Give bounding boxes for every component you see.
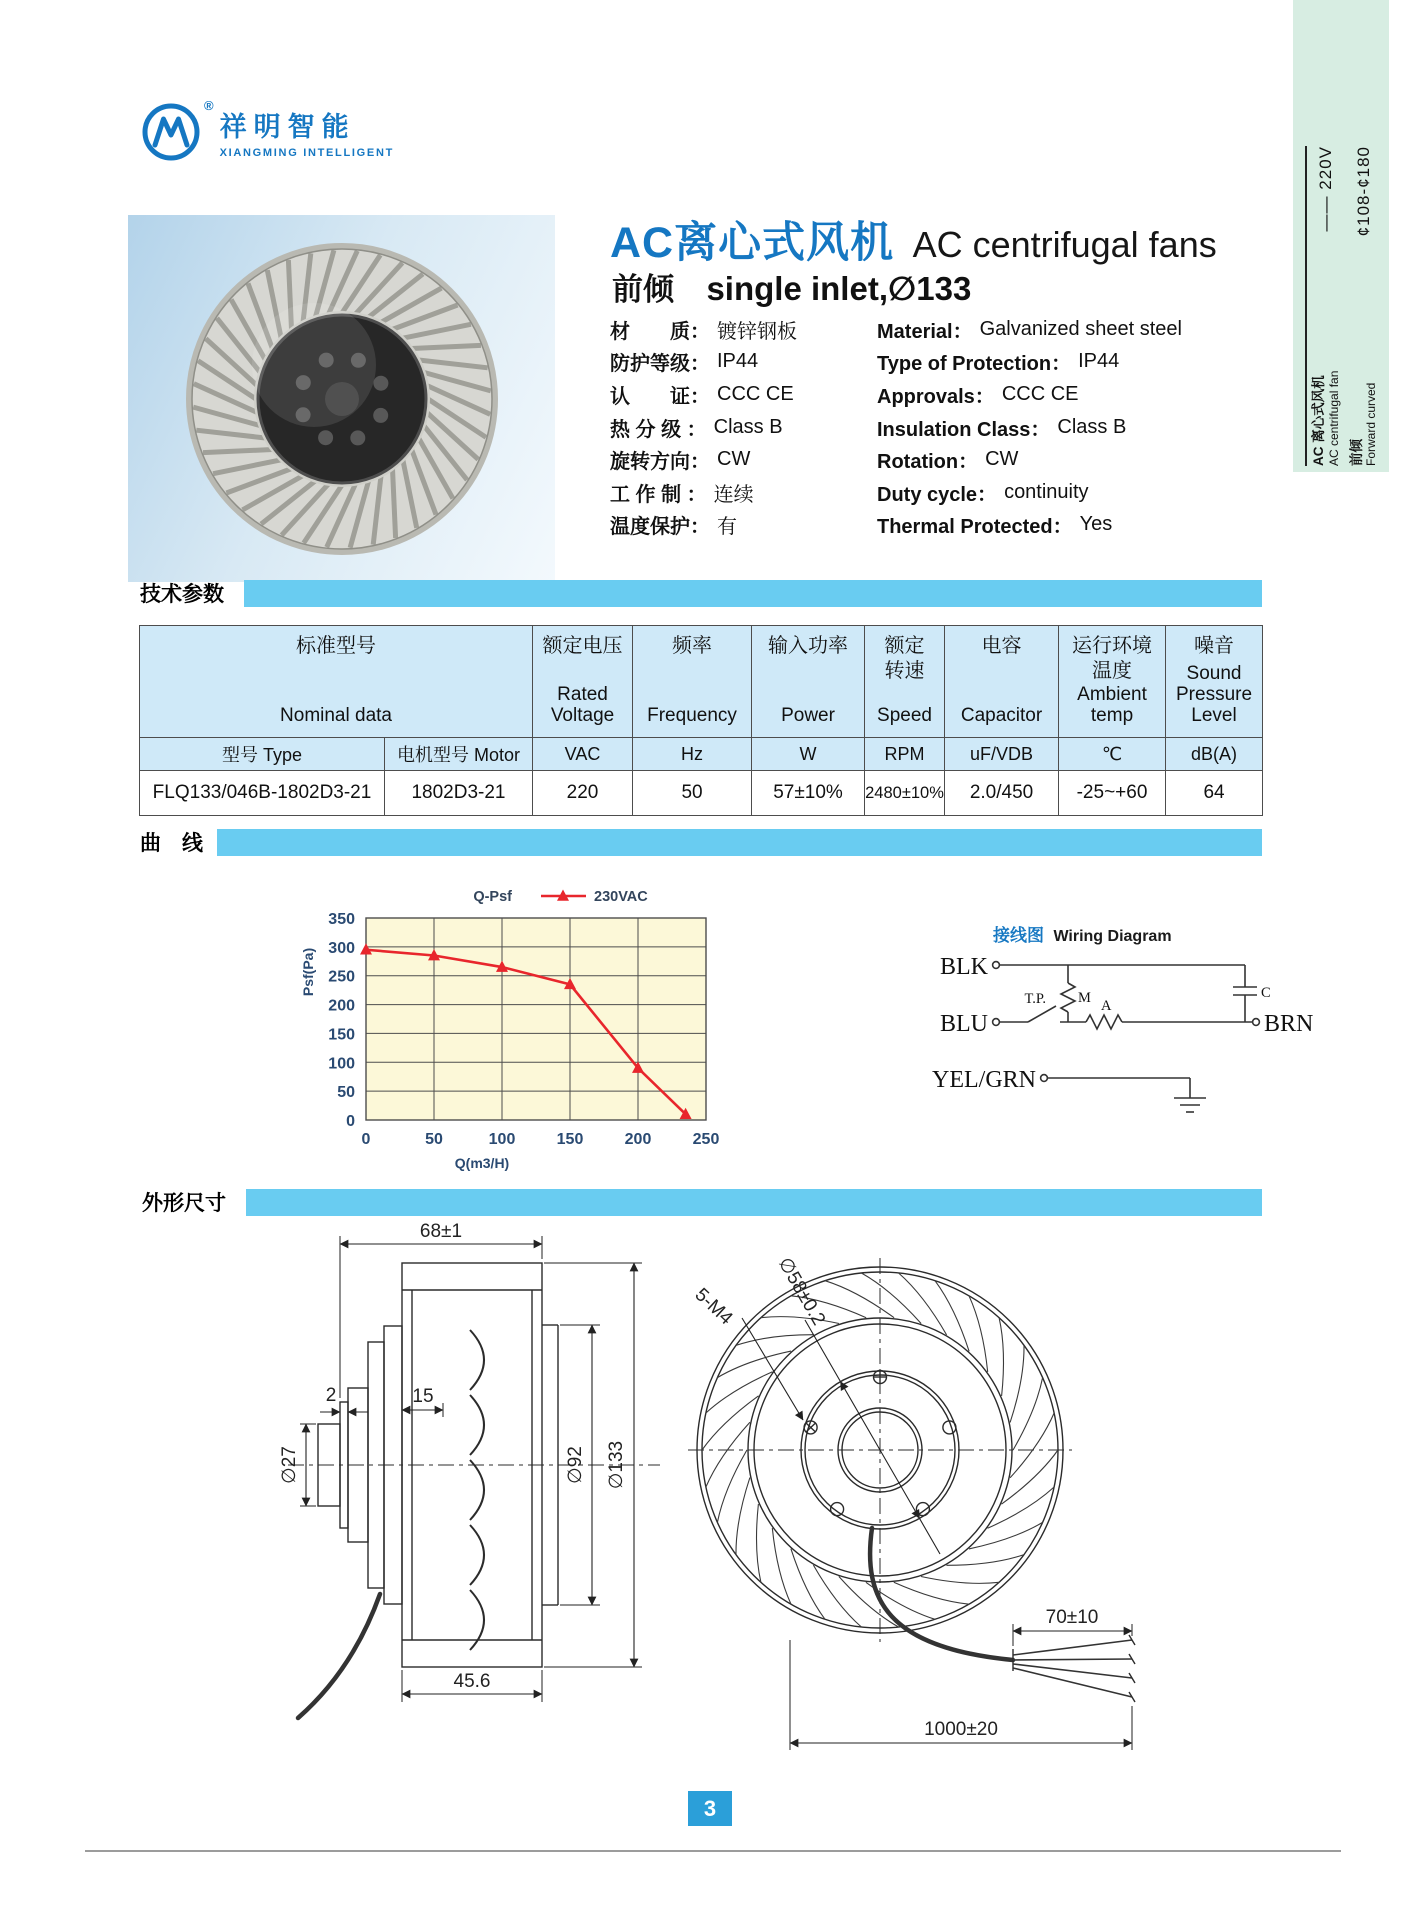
section-bar [217, 829, 1262, 856]
svg-text:Q-Psf: Q-Psf [473, 889, 512, 905]
page-title [610, 209, 1217, 270]
svg-text:Psf(Pa): Psf(Pa) [300, 947, 316, 997]
column-unit: uF/VDB [945, 738, 1059, 771]
header-cn: 额定转速 [884, 635, 925, 682]
table-header-cell [1059, 626, 1166, 738]
spec-value: IP44 [717, 350, 759, 373]
column-unit: dB(A) [1166, 738, 1263, 771]
dim-impeller-depth: 45.6 [453, 1671, 491, 1692]
header-en: Nominal data [280, 705, 392, 727]
aux-winding-label: A [1101, 998, 1112, 1014]
spec-label: 温度保护： [610, 516, 710, 539]
dim-depth-total: 68±1 [419, 1222, 463, 1242]
column-unit: RPM [865, 738, 945, 771]
header-en: Rated Voltage [550, 684, 615, 727]
spec-value: Yes [1079, 513, 1113, 536]
header-en: Speed [877, 705, 932, 727]
series-name-cn: AC 离心式风机 [1311, 375, 1327, 466]
section-title-curve: 曲 线 [140, 832, 203, 855]
front-view-drawing [688, 1254, 1135, 1750]
table-header-cell [945, 626, 1059, 738]
spec-value: continuity [1004, 480, 1089, 503]
page-number: 3 [688, 1791, 732, 1826]
capacitor-label: C [1261, 985, 1271, 1001]
table-header-cell [865, 626, 945, 738]
spec-row [610, 411, 797, 444]
spec-value: Class B [713, 415, 783, 438]
spec-row [877, 509, 1182, 542]
value-noise: 64 [1166, 771, 1263, 816]
spec-label: Duty cycle： [877, 483, 998, 506]
spec-row [610, 476, 797, 509]
series-type-cn: 前倾 [1348, 439, 1364, 466]
spec-label: 防护等级： [610, 353, 710, 376]
main-winding-label: M [1078, 990, 1091, 1006]
svg-text:Q(m3/H): Q(m3/H) [454, 1155, 510, 1171]
dim-mounting-holes: 5-M4 [690, 1284, 737, 1330]
product-title-cn: AC离心式风机 [610, 219, 895, 267]
series-voltage-group [1305, 146, 1341, 466]
product-subtitle-cn: 前倾 [612, 272, 674, 307]
svg-text:250: 250 [328, 968, 355, 986]
spec-label: Approvals： [877, 385, 995, 408]
svg-text:100: 100 [488, 1131, 516, 1148]
series-size-range: ¢108-¢180 [1353, 146, 1373, 237]
spec-row [877, 411, 1182, 444]
spec-label: Thermal Protected： [877, 516, 1073, 539]
wiring-title-cn: 接线图 [993, 926, 1044, 945]
logo-company-name-cn: 祥明智能 [219, 112, 356, 142]
spec-list-en [877, 313, 1182, 541]
spec-row [610, 378, 797, 411]
value-ambient-temp: -25~+60 [1059, 771, 1166, 816]
svg-text:230VAC: 230VAC [594, 889, 648, 905]
dim-inlet-dia: ∅58±0.2 [773, 1254, 830, 1330]
wire-label-ground: YEL/GRN [932, 1067, 1036, 1093]
spec-label: 材 质： [610, 320, 710, 343]
table-row [140, 771, 1263, 816]
header-en: Power [781, 705, 835, 727]
edge-tab-rotated-text [1298, 6, 1386, 466]
registered-mark: ® [204, 98, 214, 113]
side-view-drawing [279, 1222, 660, 1718]
wire-label-brown: BRN [1264, 1011, 1314, 1037]
header-en: Capacitor [960, 705, 1043, 727]
product-subtitle [612, 264, 971, 309]
fan-product-image [128, 215, 555, 582]
table-header-cell [633, 626, 752, 738]
table-unit-row [140, 738, 1263, 771]
table-header-cell [533, 626, 633, 738]
value-voltage: 220 [533, 771, 633, 816]
value-type: FLQ133/046B-1802D3-21 [140, 771, 385, 816]
wire-label-blue: BLU [940, 1011, 988, 1037]
section-title-tech-params: 技术参数 [140, 583, 224, 606]
section-bar [246, 1189, 1262, 1216]
spec-value: IP44 [1078, 350, 1120, 373]
spec-value: CW [717, 448, 751, 471]
logo-mark-icon [140, 101, 202, 163]
spec-value: Galvanized sheet steel [979, 317, 1182, 340]
svg-text:350: 350 [328, 911, 355, 928]
header-cn: 运行环境温度 [1072, 635, 1153, 682]
column-unit: W [752, 738, 865, 771]
header-en: Ambient temp [1077, 684, 1147, 727]
series-type-en: Forward curved [1364, 382, 1379, 466]
thermal-protector-label: T.P. [1024, 991, 1046, 1007]
spec-list-cn [610, 313, 797, 541]
spec-row [877, 313, 1182, 346]
value-speed: 2480±10% [865, 771, 945, 816]
spec-row [877, 378, 1182, 411]
svg-text:50: 50 [425, 1131, 443, 1148]
company-logo [140, 98, 395, 163]
section-title-dimensions: 外形尺寸 [142, 1192, 226, 1215]
spec-label: Material： [877, 320, 973, 343]
spec-value: CW [985, 448, 1019, 471]
dim-impeller-dia: ∅133 [606, 1440, 627, 1490]
header-cn: 额定电压 [542, 635, 623, 657]
spec-value: CCC CE [1001, 382, 1079, 405]
dimension-drawings [250, 1222, 1310, 1778]
logo-company-name-en: XIANGMING INTELLIGENT [219, 147, 395, 159]
product-subtitle-en: single inlet,∅133 [706, 270, 972, 307]
column-sublabel: 电机型号 Motor [385, 738, 533, 771]
column-sublabel: 型号 Type [140, 738, 385, 771]
spec-value: 有 [717, 516, 737, 539]
column-unit: ℃ [1059, 738, 1166, 771]
svg-text:50: 50 [337, 1084, 355, 1102]
spec-row [610, 509, 797, 542]
svg-text:300: 300 [328, 939, 355, 957]
svg-text:200: 200 [328, 997, 355, 1015]
performance-chart [290, 875, 730, 1175]
dim-shaft-dia: ∅27 [279, 1446, 300, 1484]
spec-row [610, 313, 797, 346]
footer-rule [85, 1850, 1341, 1852]
header-cn: 输入功率 [768, 635, 849, 657]
spec-label: Type of Protection： [877, 353, 1072, 376]
table-header-row [140, 626, 1263, 738]
value-capacitor: 2.0/450 [945, 771, 1059, 816]
spec-row [610, 346, 797, 379]
svg-text:0: 0 [361, 1131, 371, 1148]
series-voltage: —— 220V [1316, 146, 1336, 232]
spec-value: CCC CE [717, 382, 794, 405]
dim-cable-length: 1000±20 [924, 1719, 998, 1740]
svg-text:250: 250 [692, 1131, 720, 1148]
spec-label: 旋转方向： [610, 451, 710, 474]
product-photo [128, 215, 555, 582]
header-cn: 电容 [981, 635, 1022, 657]
header-en: Frequency [647, 705, 737, 727]
svg-text:0: 0 [346, 1113, 355, 1130]
table-header-cell [140, 626, 533, 738]
spec-row [610, 443, 797, 476]
svg-text:150: 150 [556, 1131, 584, 1148]
svg-text:150: 150 [328, 1026, 355, 1044]
value-motor: 1802D3-21 [385, 771, 533, 816]
series-type-group [1349, 146, 1379, 466]
spec-label: 热 分 级 ： [610, 418, 707, 441]
dim-lead-strip: 70±10 [1045, 1607, 1099, 1628]
spec-label: Insulation Class： [877, 418, 1051, 441]
tech-params-table [139, 625, 1263, 816]
spec-row [877, 476, 1182, 509]
edge-category-tab [1293, 0, 1389, 472]
column-unit: Hz [633, 738, 752, 771]
header-cn: 噪音 [1194, 635, 1235, 657]
product-title-en: AC centrifugal fans [912, 224, 1217, 265]
value-power: 57±10% [752, 771, 865, 816]
section-bar [244, 580, 1262, 607]
header-cn: 标准型号 [296, 635, 376, 657]
dim-motor-dia: ∅92 [565, 1446, 586, 1484]
header-en: Sound Pressure Level [1176, 663, 1253, 727]
spec-label: 工 作 制 ： [610, 483, 707, 506]
spec-value: Class B [1057, 415, 1127, 438]
table-header-cell [752, 626, 865, 738]
spec-label: Rotation： [877, 451, 979, 474]
svg-text:200: 200 [624, 1131, 652, 1148]
spec-row [877, 346, 1182, 379]
spec-row [877, 443, 1182, 476]
series-name-en: AC centrifugal fan [1327, 370, 1342, 466]
spec-value: 镀锌钢板 [717, 320, 797, 343]
wire-label-black: BLK [940, 954, 988, 980]
dim-plate: 2 [325, 1385, 337, 1406]
svg-text:100: 100 [328, 1055, 355, 1073]
dim-boss: 15 [412, 1386, 434, 1407]
value-frequency: 50 [633, 771, 752, 816]
column-unit: VAC [533, 738, 633, 771]
logo-text [220, 105, 394, 159]
wiring-diagram [925, 915, 1325, 1150]
wiring-title-en: Wiring Diagram [1053, 928, 1172, 945]
table-header-cell [1166, 626, 1263, 738]
spec-value: 连续 [713, 483, 754, 506]
spec-label: 认 证： [610, 385, 710, 408]
header-cn: 频率 [672, 635, 713, 657]
